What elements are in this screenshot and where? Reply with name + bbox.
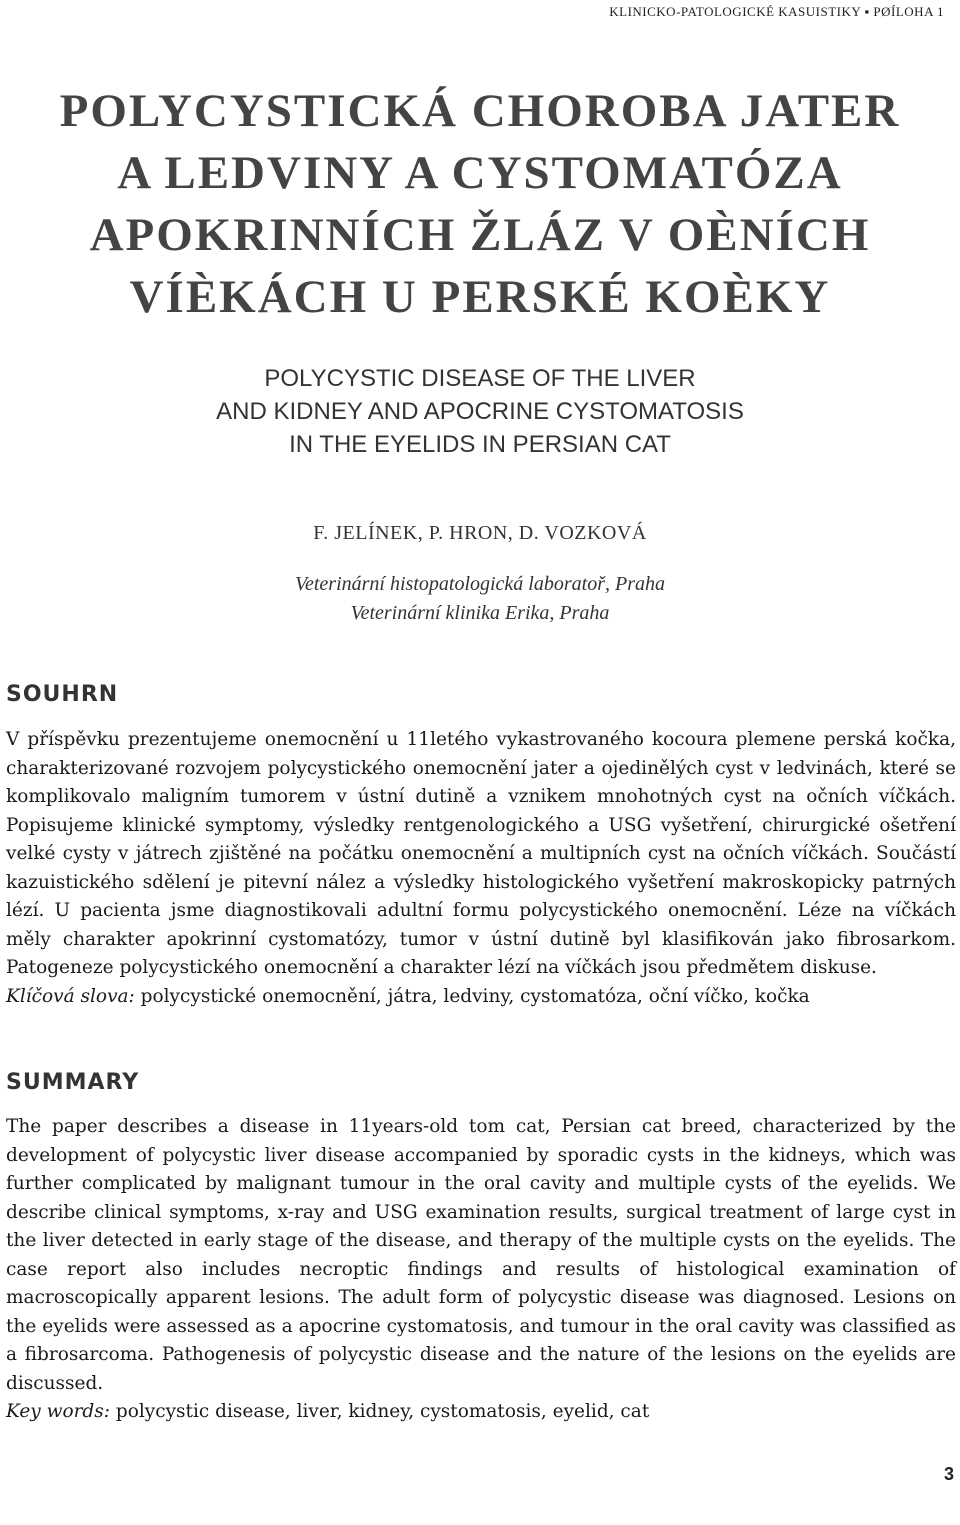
running-head: KLINICKO-PATOLOGICKÉ KASUISTIKY ▪ PØÍLOHA 1: [609, 4, 944, 19]
souhrn-section: [6, 726, 956, 1011]
title-english-line: AND KIDNEY AND APOCRINE CYSTOMATOSIS: [216, 398, 744, 425]
summary-abstract: The paper describes a disease in 11years-old tom cat, Persian cat breed, characterized by the development of polycystic liver disease accompanied by sporadic cysts in the kidneys, which was further complicated by malignant tumour in the oral cavity and multiple cysts of the eyelids. We describe clinical symptoms, x-ray and USG examination results, surgical treatment of large cyst in the liver detected in early stage of the disease, and therapy of the multiple cysts on the eyelids. The case report also includes necroptic findings and results of histological examination of macroscopically apparent lesions. The adult form of polycystic disease was diagnosed. Lesions on the eyelids were assessed as a apocrine cystomatosis, and tumour in the oral cavity was classified as a fibrosarcoma. Pathogenesis of polycystic disease and the nature of the lesions on the eyelids are discussed.: [6, 1116, 956, 1394]
title-english: [0, 362, 960, 461]
keywords-text: polycystic disease, liver, kidney, cystomatosis, eyelid, cat: [110, 1401, 650, 1422]
souhrn-heading: SOUHRN: [6, 682, 119, 707]
authors: F. JELÍNEK, P. HRON, D. VOZKOVÁ: [313, 522, 647, 544]
souhrn-abstract: V příspěvku prezentujeme onemocnění u 11letého vykastrovaného kocoura plemene perská kočka, charakterizované rozvojem polycystického onemocnění jater a ojedinělých cyst v ledvinách, které se komplikovalo maligním tumorem v ústní dutině a vznikem mnohotných cyst na očních víčkách. Popisujeme klinické symptomy, výsledky rentgenologického a USG vyšetření, chirurgické ošetření velké cysty v játrech zjištěné na počátku onemocnění a multipních cyst na očních víčkách. Součástí kazuistického sdělení je pitevní nález a výsledky histologického vyšetření makroskopicky patrných lézí. U pacienta jsme diagnostikovali adultní formu polycystického onemocnění. Léze na víčkách měly charakter apokrinní cystomatózy, tumor v ústní dutině byl klasifikován jako fibrosarkom. Patogeneze polycystického onemocnění a charakter lézí na víčkách jsou předmětem diskuse.: [6, 729, 956, 978]
title-czech-line: A LEDVINY A CYSTOMATÓZA: [117, 147, 843, 199]
title-czech-line: VÍÈKÁCH U PERSKÉ KOÈKY: [129, 271, 831, 323]
title-czech-line: APOKRINNÍCH ŽLÁZ V OÈNÍCH: [89, 209, 871, 261]
title-english-line: POLYCYSTIC DISEASE OF THE LIVER: [264, 365, 696, 392]
affiliation-line: Veterinární klinika Erika, Praha: [350, 602, 610, 624]
page-number: 3: [943, 1464, 954, 1484]
title-english-line: IN THE EYELIDS IN PERSIAN CAT: [289, 431, 671, 458]
summary-heading: SUMMARY: [6, 1070, 140, 1095]
souhrn-keywords: [6, 983, 956, 1012]
keywords-label: Key words:: [6, 1401, 110, 1422]
title-czech: [0, 80, 960, 328]
keywords-text: polycystické onemocnění, játra, ledviny, cystomatóza, oční víčko, kočka: [134, 985, 810, 1007]
affiliation-line: Veterinární histopatologická laboratoř, Praha: [295, 573, 665, 595]
title-czech-line: POLYCYSTICKÁ CHOROBA JATER: [59, 85, 901, 137]
keywords-label: Klíčová slova:: [6, 985, 135, 1007]
affiliations: [0, 570, 960, 628]
summary-keywords: [6, 1398, 956, 1427]
summary-section: [6, 1113, 956, 1427]
